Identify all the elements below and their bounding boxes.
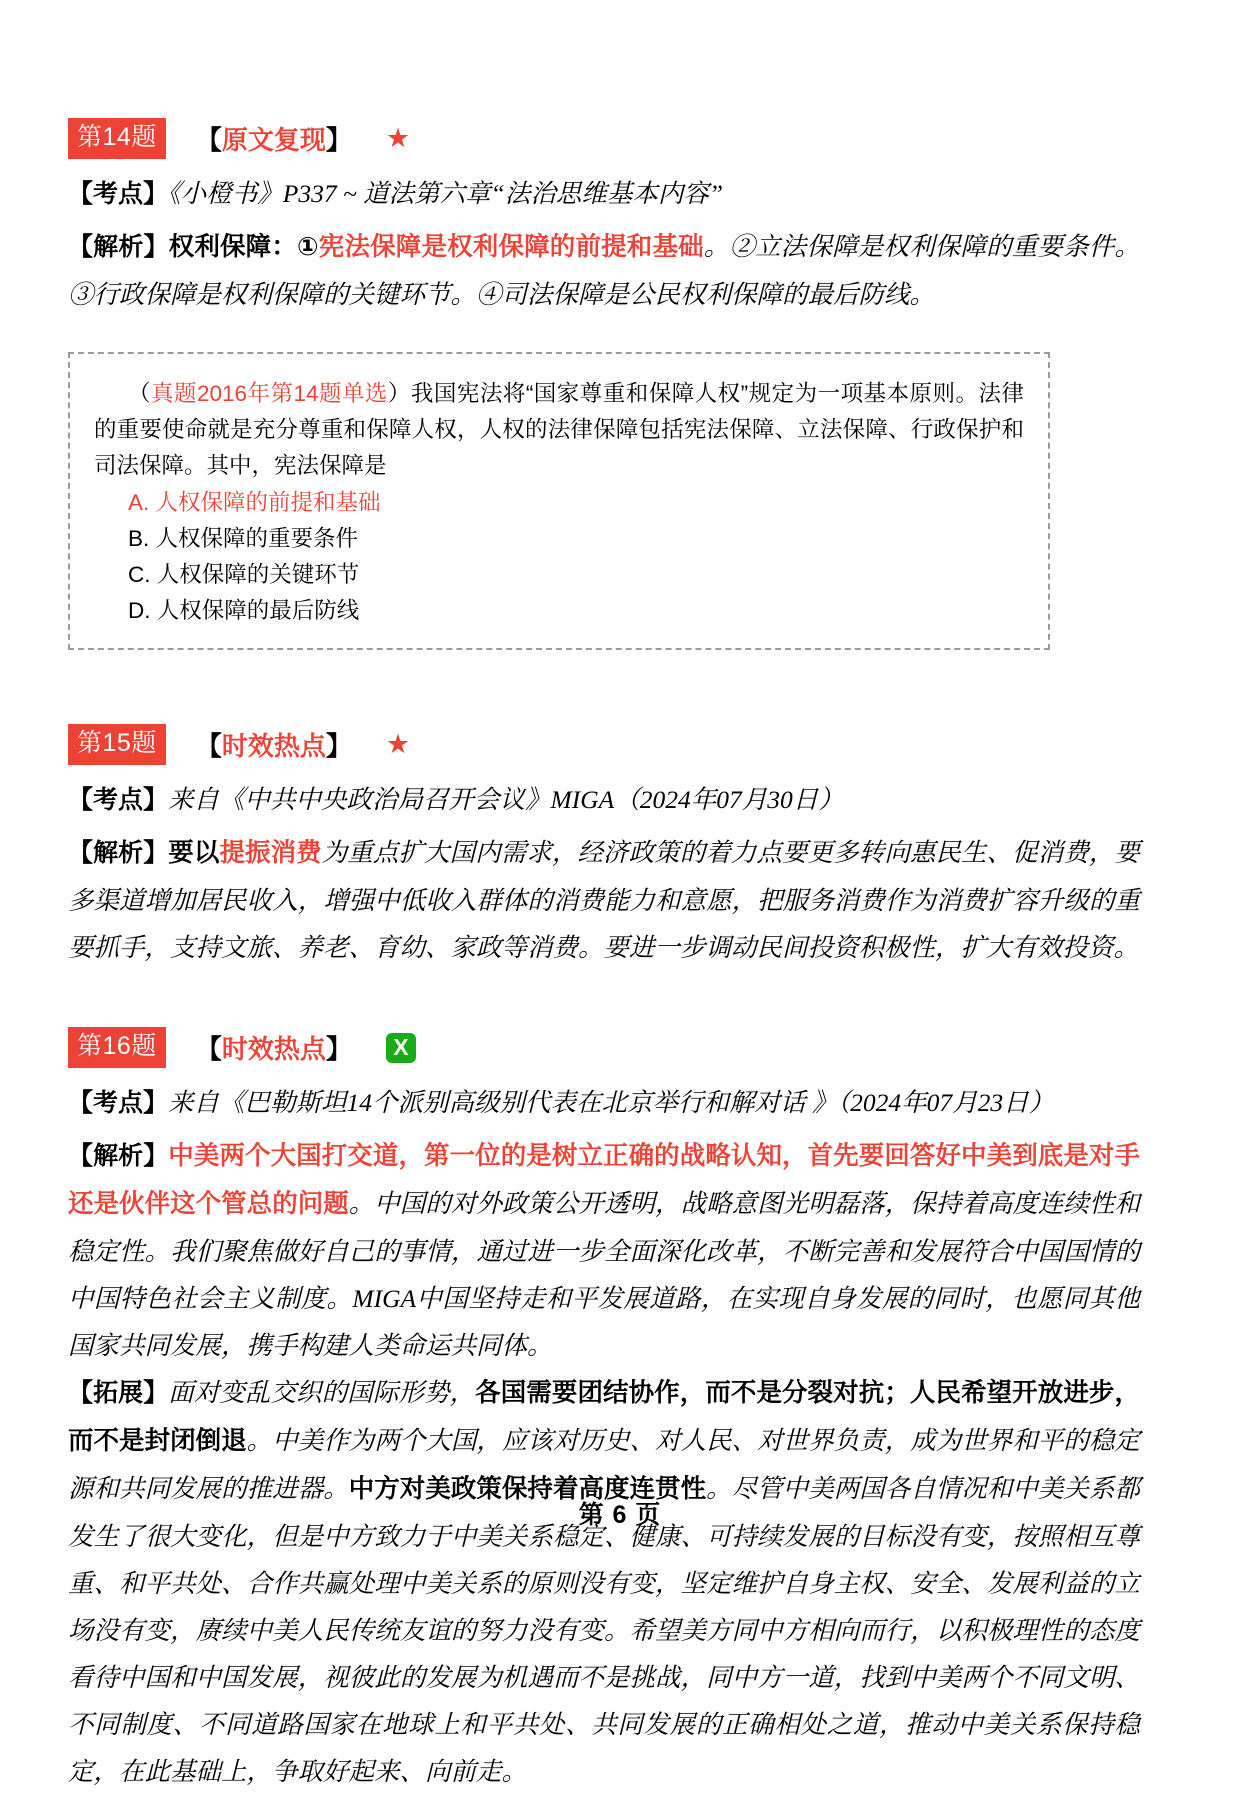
exam-question-stem [94,376,1024,484]
bracket-close: 】 [325,1034,352,1064]
question-number-badge-14: 第14题 [68,118,166,159]
tuozhan-bold-2: 中方对美政策保持着高度连贯性 [348,1475,707,1503]
option-c-letter: C. [128,562,151,587]
jiexi-body: 。中国的对外政策公开透明，战略意图光明磊落，保持着高度连续性和稳定性。我们聚焦做好自己的事情，通过进一步全面深化改革，不断完善和发展符合中国国情的中国特色社会主义制度。MIGA中国坚持走和平发展道路，在实现自身发展的同时，也愿同其他国家共同发展，携手构建人类命运共同体。 [68,1189,1140,1360]
kaodian-label: 【考点】 [68,1089,169,1117]
kaodian-text: 《小橙书》P337 ~ 道法第六章“法治思维基本内容” [168,179,724,208]
page-footer [0,1495,1240,1531]
question-type-label-15 [196,726,352,763]
kaodian-text: 来自《中共中央政治局召开会议》MIGA（2024年07月30日） [168,785,844,814]
bracket-close: 】 [325,125,352,155]
jiexi-highlight: 中美两个大国打交道，第一位的是树立正确的战略认知，首先要回答好中美到底是对手还是伙伴这个管总的问题 [68,1142,1140,1218]
tuozhan-text-1: 面对变乱交织的国际形势， [168,1378,476,1407]
option-b[interactable] [94,522,1024,556]
stem-text: 我国宪法将“国家尊重和保障人权”规定为一项基本原则。法律的重要使命就是充分尊重和保障人权，人权的法律保障包括宪法保障、立法保障、行政保护和司法保障。其中，宪法保障是 [94,381,1024,478]
page-number: 第 6 页 [578,1501,662,1529]
kaodian-label: 【考点】 [68,180,169,208]
question-number-badge-15: 第15题 [68,724,166,765]
option-d-letter: D. [128,598,151,623]
jiexi-label: 【解析】 [68,233,169,261]
option-a-letter: A. [128,490,150,515]
option-d[interactable] [94,594,1024,628]
question-type-label-16 [196,1029,352,1066]
jiexi-highlight: 宪法保障是权利保障的前提和基础 [318,233,704,261]
option-c[interactable] [94,558,1024,592]
jiexi-paragraph-14 [68,223,1140,318]
kaodian-text: 来自《巴勒斯坦14个派别高级别代表在北京举行和解对话 》（2024年07月23日） [168,1088,1055,1117]
bracket-open: 【 [195,731,222,761]
question-block-16 [68,1027,1140,1795]
jiexi-paragraph-15 [68,829,1140,971]
option-d-text: 人权保障的最后防线 [156,598,360,623]
jiexi-label: 【解析】 [68,839,169,867]
section-spacer-2 [68,971,1140,1027]
option-a-text: 人权保障的前提和基础 [155,490,381,515]
question-header-14 [68,118,1140,159]
jiexi-body: 为重点扩大国内需求，经济政策的着力点要更多转向惠民生、促消费，要多渠道增加居民收入，增强中低收入群体的消费能力和意愿，把服务消费作为消费扩容升级的重要抓手，支持文旅、养老、育幼、家政等消费。要进一步调动民间投资积极性，扩大有效投资。 [68,838,1140,962]
question-type-label-14 [196,120,352,157]
question-type-text: 原文复现 [221,125,326,155]
star-icon: ★ [385,123,411,153]
tuozhan-bold-1: 各国需要团结协作，而不是分裂对抗；人民希望开放进步，而不是封闭倒退 [68,1379,1140,1455]
source-paren-close: ） [387,381,411,406]
kaodian-label: 【考点】 [68,786,169,814]
bracket-open: 【 [195,125,222,155]
jiexi-body: 。②立法保障是权利保障的重要条件。③行政保障是权利保障的关键环节。④司法保障是公民权利保障的最后防线。 [68,232,1140,309]
option-a[interactable] [94,486,1024,520]
jiexi-paragraph-16 [68,1132,1140,1369]
jiexi-lead: 权利保障：① [168,233,319,261]
kaodian-line-14 [68,171,1140,217]
jiexi-highlight: 提振消费 [219,839,322,867]
question-block-15 [68,724,1140,971]
tuozhan-text-2: 。中美作为两个大国，应该对历史、对人民、对世界负责，成为世界和平的稳定源和共同发展的推进器。 [68,1426,1140,1503]
source-reference: 真题2016年第14题单选 [150,381,388,406]
bracket-open: 【 [195,1034,222,1064]
option-b-text: 人权保障的重要条件 [155,526,359,551]
exam-question-box-14 [68,352,1050,650]
tuozhan-text-3: 。尽管中美两国各自情况和中美关系都发生了很大变化，但是中方致力于中美关系稳定、健康、可持续发展的目标没有变，按照相互尊重、和平共处、合作共赢处理中美关系的原则没有变，坚定维护自身主权、安全、发展利益的立场没有变，赓续中美人民传统友谊的努力没有变。希望美方同中方相向而行，以积极理性的态度看待中国和中国发展，视彼此的发展为机遇而不是挑战，同中方一道，找到中美两个不同文明、不同制度、不同道路国家在地球上和平共处、共同发展的正确相处之道，推动中美关系保持稳定，在此基础上，争取好起来、向前走。 [68,1474,1140,1786]
option-c-text: 人权保障的关键环节 [156,562,360,587]
jiexi-lead: 要以 [168,839,220,867]
excel-file-icon: X [386,1033,416,1063]
section-spacer-1 [68,650,1140,724]
question-header-16 [68,1027,1140,1068]
tuozhan-label: 【拓展】 [68,1379,169,1407]
kaodian-line-16 [68,1080,1140,1126]
question-type-text: 时效热点 [221,731,326,761]
jiexi-label: 【解析】 [68,1142,169,1170]
question-number-badge-16: 第16题 [68,1027,166,1068]
kaodian-line-15 [68,777,1140,823]
tuozhan-paragraph-16 [68,1369,1140,1795]
question-block-14 [68,118,1140,650]
option-b-letter: B. [128,526,150,551]
question-header-15 [68,724,1140,765]
source-paren-open: （ [128,381,151,406]
bracket-close: 】 [325,731,352,761]
question-type-text: 时效热点 [221,1034,326,1064]
star-icon: ★ [385,729,411,759]
